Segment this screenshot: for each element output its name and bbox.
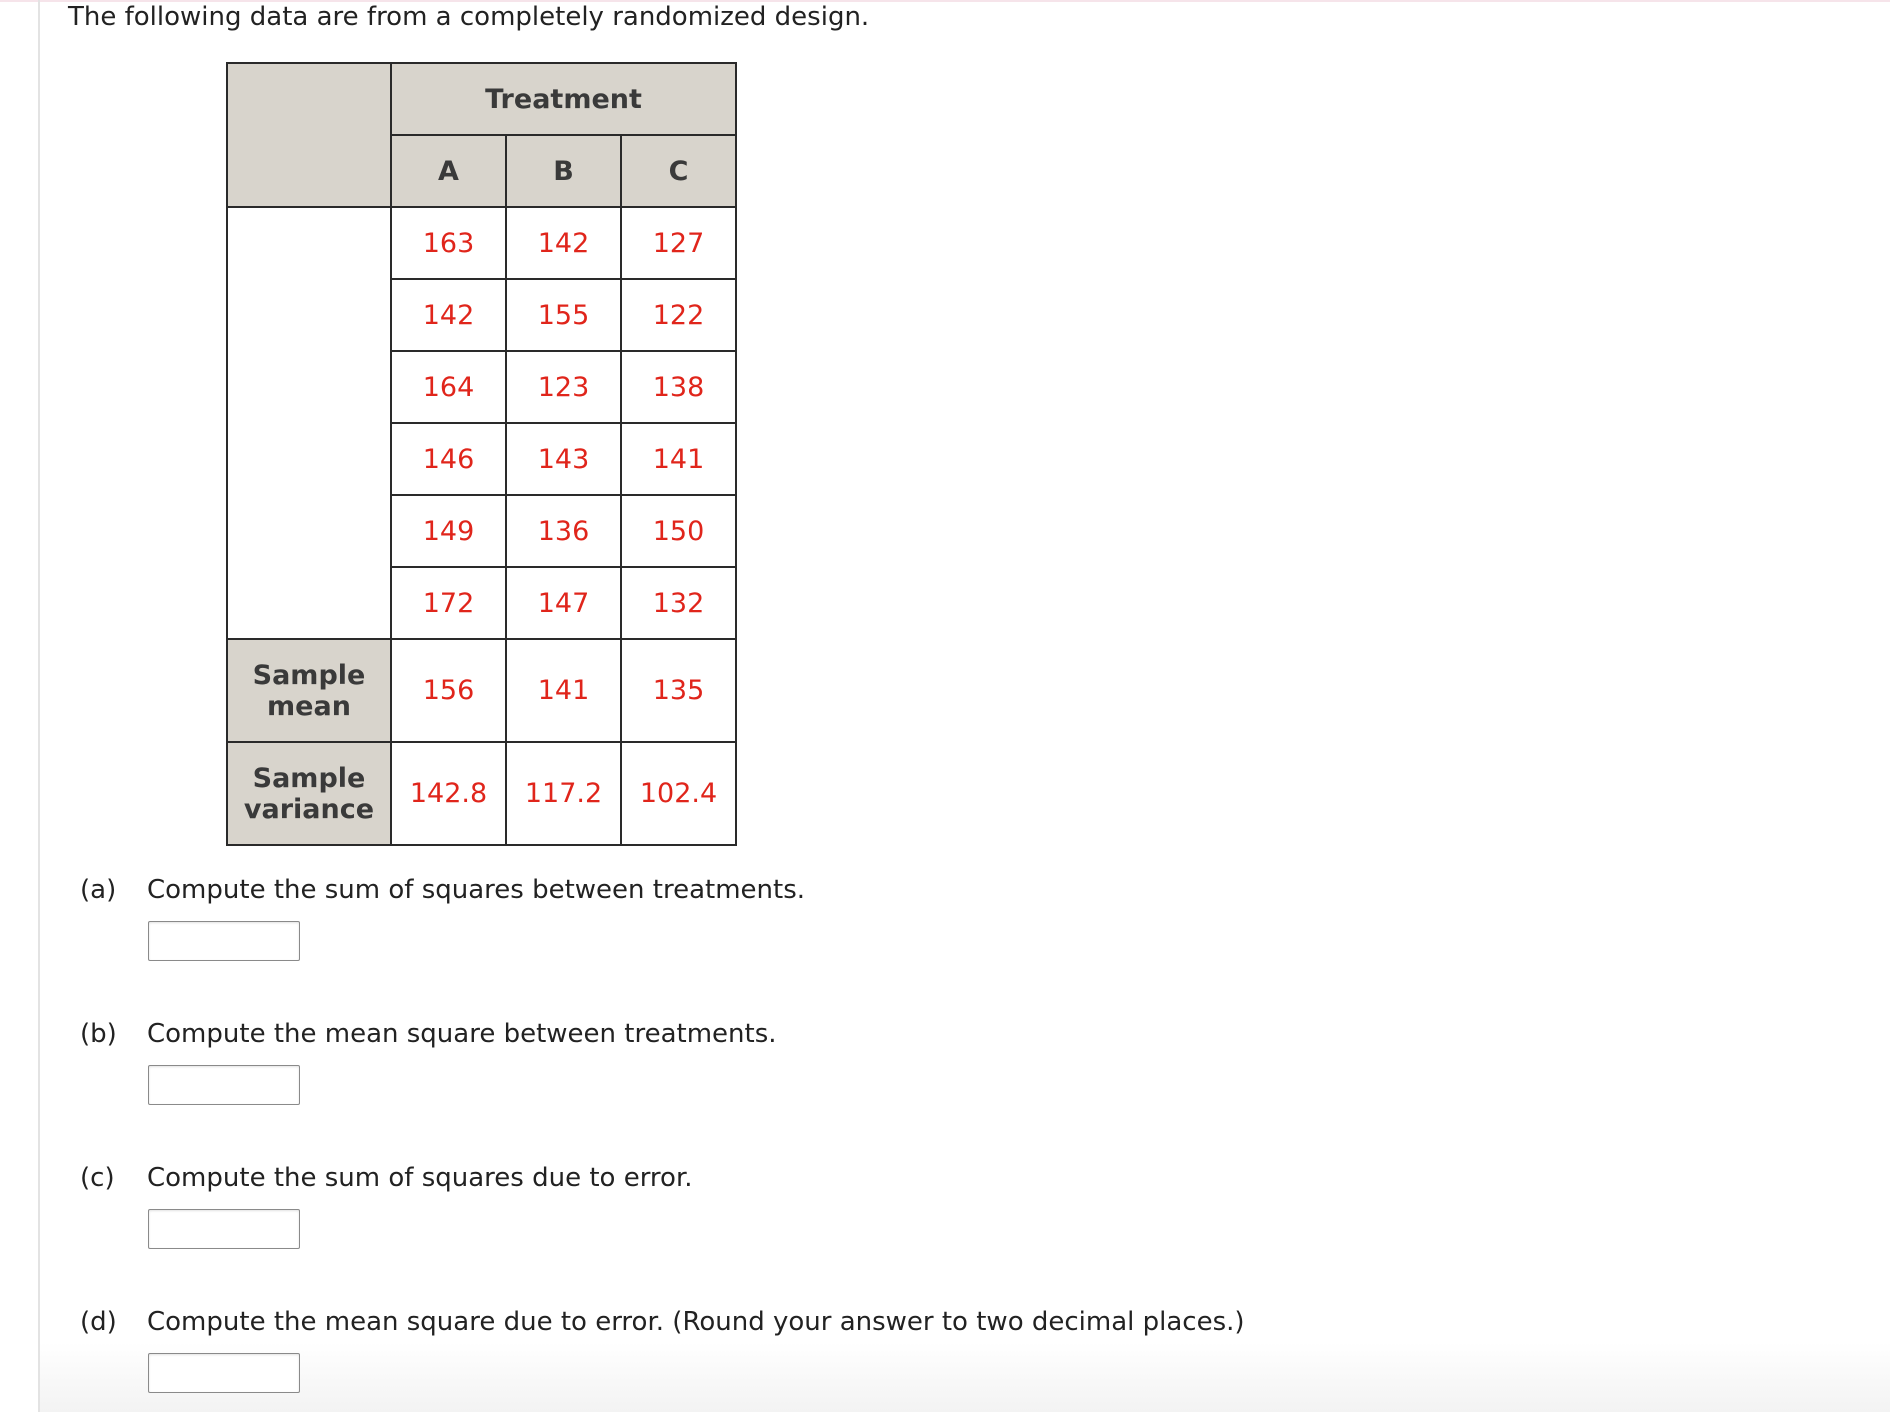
observation-cell: 127 (621, 207, 736, 279)
sample-variance-cell: 142.8 (391, 742, 506, 845)
observation-cell: 122 (621, 279, 736, 351)
answer-input-d[interactable] (148, 1353, 300, 1393)
answer-input-c[interactable] (148, 1209, 300, 1249)
observation-cell: 172 (391, 567, 506, 639)
observation-cell: 164 (391, 351, 506, 423)
column-header-a: A (391, 135, 506, 207)
sample-mean-label (227, 639, 391, 742)
observation-cell: 163 (391, 207, 506, 279)
corner-cell (227, 63, 391, 207)
sample-variance-label (227, 742, 391, 845)
question-c-label: (c) (80, 1163, 115, 1193)
left-divider (38, 0, 40, 1412)
sample-variance-label-line1: Sample (252, 762, 366, 794)
column-header-b: B (506, 135, 621, 207)
observation-cell: 146 (391, 423, 506, 495)
data-table (226, 62, 737, 846)
observation-cell: 132 (621, 567, 736, 639)
question-a-label: (a) (80, 875, 117, 905)
sample-mean-label-line1: Sample (252, 659, 366, 691)
column-header-c: C (621, 135, 736, 207)
question-b (80, 1017, 777, 1051)
bottom-fade (40, 1342, 1890, 1412)
answer-input-b[interactable] (148, 1065, 300, 1105)
treatment-header: Treatment (391, 63, 736, 135)
answer-input-a[interactable] (148, 921, 300, 961)
observation-cell: 138 (621, 351, 736, 423)
observation-cell: 136 (506, 495, 621, 567)
observation-cell: 149 (391, 495, 506, 567)
sample-mean-cell: 156 (391, 639, 506, 742)
observation-cell: 147 (506, 567, 621, 639)
observation-cell: 143 (506, 423, 621, 495)
sample-mean-cell: 135 (621, 639, 736, 742)
observation-label-cell (227, 207, 391, 639)
question-d-text: Compute the mean square due to error. (Round your answer to two decimal places.) (147, 1307, 1245, 1337)
observation-cell: 150 (621, 495, 736, 567)
sample-mean-cell: 141 (506, 639, 621, 742)
question-c-text: Compute the sum of squares due to error. (147, 1163, 693, 1193)
observation-cell: 123 (506, 351, 621, 423)
question-a (80, 873, 805, 907)
question-d-label: (d) (80, 1307, 117, 1337)
question-d (80, 1305, 1245, 1339)
observation-cell: 142 (506, 207, 621, 279)
sample-variance-cell: 102.4 (621, 742, 736, 845)
observation-cell: 155 (506, 279, 621, 351)
sample-variance-label-line2: variance (243, 793, 375, 825)
sample-mean-label-line2: mean (267, 690, 351, 722)
sample-variance-cell: 117.2 (506, 742, 621, 845)
observation-cell: 142 (391, 279, 506, 351)
question-a-text: Compute the sum of squares between treatments. (147, 875, 806, 905)
question-c (80, 1161, 693, 1195)
question-b-text: Compute the mean square between treatments. (147, 1019, 777, 1049)
observation-cell: 141 (621, 423, 736, 495)
intro-text: The following data are from a completely randomized design. (68, 2, 870, 32)
question-b-label: (b) (80, 1019, 117, 1049)
